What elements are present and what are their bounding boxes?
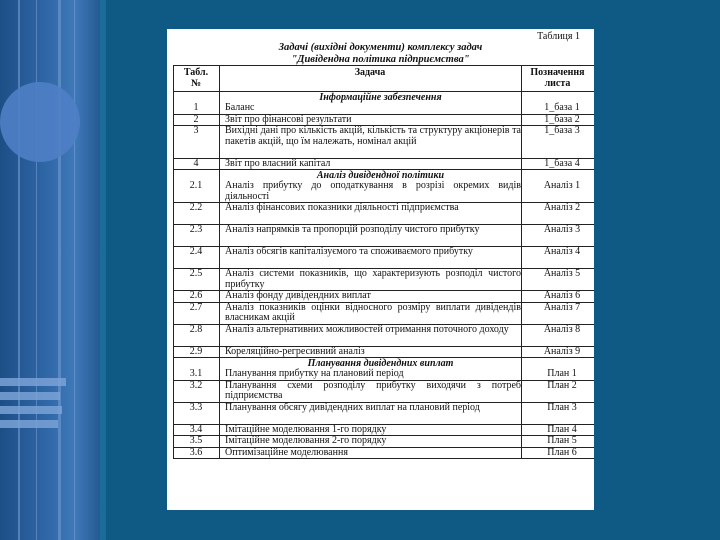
decor-circle [0,82,80,162]
row-task: Аналіз фінансових показники діяльності підприємства [225,202,459,213]
decor-bar [0,392,60,400]
table-border [173,65,594,66]
section-title: Інформаційне забезпечення [319,92,442,103]
row-code: Аналіз 6 [543,290,581,301]
row-number: 3.3 [189,401,203,413]
row-task: Звіт про власний капітал [225,157,331,169]
table-label: Таблиця 1 [537,31,580,42]
row-code: Аналіз 1 [543,180,581,191]
document-sheet [167,29,594,510]
table-row [173,203,594,225]
row-task: Імітаційне моделювання 2-го порядку [225,435,387,446]
header-code-line1: Позначення [530,67,585,78]
row-number: 2.6 [189,290,203,301]
row-task: Планування схеми розподілу прибутку виходячи з потреб підприємства [225,379,521,401]
row-number: 3.1 [189,368,203,379]
row-task: Аналіз показників оцінки відносного розміру виплати дивідендів власникам акцій [225,301,521,323]
table-row [173,325,594,347]
row-number: 2.8 [189,323,203,335]
header-num-line1: Табл. [183,67,209,78]
row-task: Імітаційне моделювання 1-го порядку [225,423,387,435]
column-border [219,65,220,459]
decor-line [18,0,20,540]
row-code: Аналіз 8 [543,323,581,335]
row-code: План 6 [547,446,577,458]
table-row [173,381,594,403]
row-code: Аналіз 3 [543,224,581,235]
table-row [173,181,594,203]
row-number: 3.6 [189,446,203,458]
row-number: 3 [193,125,199,136]
row-number: 1 [193,102,199,113]
row-task: Аналіз альтернативних можливостей отримання поточного доходу [225,323,509,335]
row-task: Аналіз системи показників, що характеризують розподіл чистого прибутку [225,268,521,290]
header-task-label: Задача [354,67,386,78]
row-code: План 2 [547,379,577,391]
section-title: Аналіз дивідендної політики [316,170,445,181]
row-number: 4 [193,157,199,169]
decor-line [74,0,75,540]
row-number: 2.2 [189,202,203,213]
row-number: 2.3 [189,224,203,235]
row-code: План 4 [547,423,577,435]
column-border [521,65,522,459]
decor-bar [0,420,58,428]
header-num [173,67,219,91]
row-task: Аналіз фонду дивідендних виплат [225,290,371,301]
row-number: 2.9 [189,345,203,357]
row-code: 1_база 4 [544,157,580,169]
header-task [219,67,521,91]
row-task: Кореляційно-регресивний аналіз [225,345,365,357]
table-row [173,126,594,159]
decor-line [58,0,61,540]
row-code: Аналіз 2 [543,202,581,213]
row-code: Аналіз 5 [543,268,581,279]
decor-strip [100,0,106,540]
decorative-left-panel [0,0,100,540]
decor-line [36,0,37,540]
row-code: 1_база 1 [544,102,580,113]
table-row [173,269,594,291]
row-task: Оптимізаційне моделювання [225,446,348,458]
row-number: 2.4 [189,246,203,257]
row-code: План 5 [547,435,577,446]
row-task: Звіт про фінансові результати [225,113,352,125]
header-code [521,67,594,91]
row-task: Вихідні дані про кількість акцій, кількість та структуру акціонерів та пакетів акцій, що їм належать, номінал акцій [225,125,521,147]
row-code: План 1 [547,368,577,379]
row-task: Баланс [225,102,255,113]
decor-bar [0,406,62,414]
column-border [173,65,174,459]
row-task: Аналіз обсягів капіталізуємого та споживаємого прибутку [225,246,473,257]
row-number: 2.5 [189,268,203,279]
document-title: Задачі (вихідні документи) комплексу задач [278,42,483,53]
table-row [173,225,594,247]
table-row [173,247,594,269]
row-number: 3.4 [189,423,203,435]
row-number: 3.2 [189,379,203,391]
row-number: 2 [193,113,199,125]
row-number: 3.5 [189,435,203,446]
row-task: Планування прибутку на плановий період [225,368,404,379]
row-border [173,458,594,459]
table-row [173,303,594,325]
row-number: 2.1 [189,180,203,191]
table-row [173,403,594,425]
row-code: Аналіз 4 [543,246,581,257]
row-task: Планування обсягу дивідендних виплат на плановий період [225,401,480,413]
row-code: План 3 [547,401,577,413]
row-code: 1_база 2 [544,113,580,125]
document-subtitle: "Дивідендна політика підприємства" [291,54,470,65]
section-title: Планування дивідендних виплат [307,358,454,369]
row-task: Аналіз прибутку до оподаткування в розрізі окремих видів діяльності [225,180,521,202]
row-code: 1_база 3 [544,125,580,136]
row-number: 2.7 [189,301,203,313]
row-code: Аналіз 9 [543,345,581,357]
header-code-line2: листа [544,78,571,89]
row-code: Аналіз 7 [543,301,581,313]
header-num-line2: № [190,78,202,89]
row-task: Аналіз напрямків та пропорцій розподілу чистого прибутку [225,224,480,235]
decor-bar [0,378,66,386]
